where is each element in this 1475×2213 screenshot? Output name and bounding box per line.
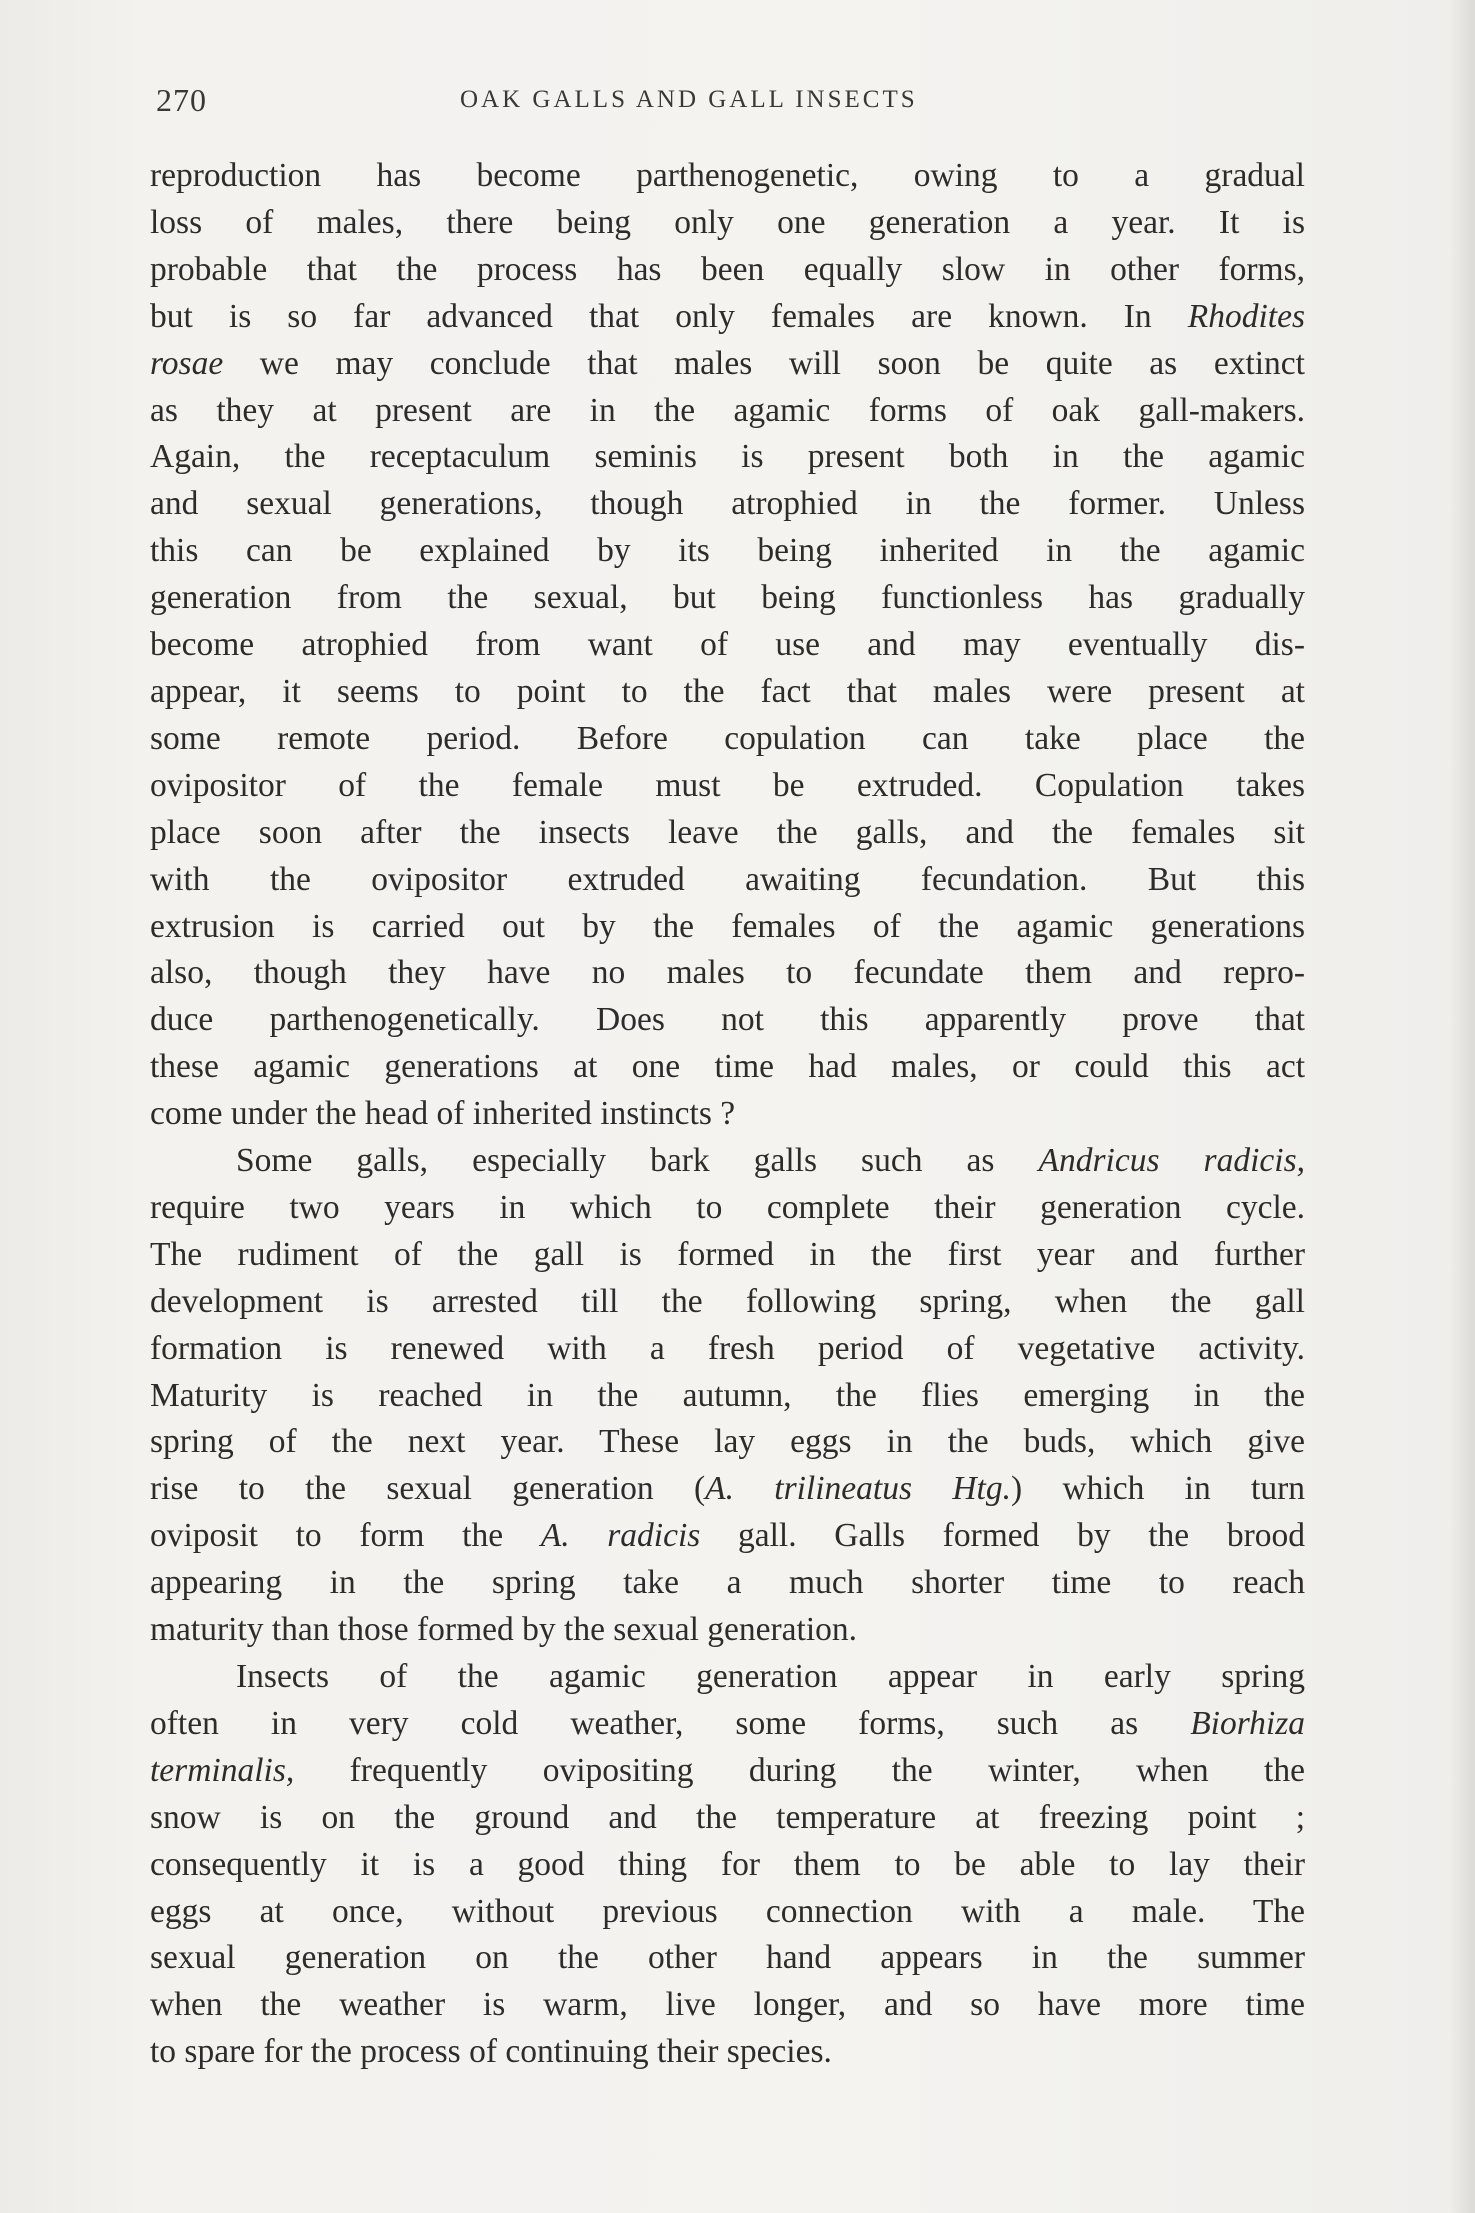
text-segment: come under the head of inherited instincts ? <box>150 1095 736 1133</box>
text-segment: oviposit to form the <box>150 1517 541 1555</box>
italic-term: Biorhiza <box>1190 1704 1305 1742</box>
body-text <box>150 153 1305 2076</box>
text-line <box>150 1935 1305 1982</box>
text-segment: and sexual generations, though atrophied in the former. Unless <box>150 485 1305 523</box>
text-segment: snow is on the ground and the temperature at freezing point ; <box>150 1798 1305 1836</box>
text-segment: place soon after the insects leave the galls, and the females sit <box>150 813 1305 851</box>
text-line <box>150 1466 1305 1513</box>
text-line <box>150 1373 1305 1420</box>
text-line <box>150 1842 1305 1889</box>
text-line <box>150 575 1305 622</box>
text-line <box>150 1326 1305 1373</box>
text-line <box>150 810 1305 857</box>
text-segment: extrusion is carried out by the females of the agamic generations <box>150 907 1305 945</box>
text-segment: loss of males, there being only one generation a year. It is <box>150 203 1305 241</box>
text-line <box>150 1795 1305 1842</box>
text-segment: some remote period. Before copulation can take place the <box>150 719 1305 757</box>
text-line <box>150 1889 1305 1936</box>
italic-term: terminalis, <box>150 1751 295 1789</box>
text-line <box>150 1607 1305 1654</box>
running-title: OAK GALLS AND GALL INSECTS <box>460 86 918 113</box>
text-segment: require two years in which to complete their generation cycle. <box>150 1188 1305 1226</box>
text-segment: generation from the sexual, but being functionless has gradually <box>150 579 1305 617</box>
text-segment: we may conclude that males will soon be quite as extinct <box>223 344 1305 382</box>
text-line <box>150 950 1305 997</box>
italic-term: rosae <box>150 344 224 382</box>
text-segment: ) which in turn <box>1010 1470 1305 1508</box>
page-number: 270 <box>156 82 207 118</box>
text-segment: these agamic generations at one time had males, or could this act <box>150 1048 1305 1086</box>
text-line <box>150 481 1305 528</box>
text-segment: probable that the process has been equally slow in other forms, <box>150 250 1305 288</box>
text-segment: this can be explained by its being inherited in the agamic <box>150 532 1305 570</box>
text-segment: spring of the next year. These lay eggs in the buds, which give <box>150 1423 1305 1461</box>
italic-term: A. radicis <box>540 1517 701 1555</box>
text-line <box>150 200 1305 247</box>
text-line <box>150 294 1305 341</box>
text-line <box>150 1982 1305 2029</box>
text-segment: formation is renewed with a fresh period of vegetative activity. <box>150 1329 1305 1367</box>
text-segment: with the ovipositor extruded awaiting fecundation. But this <box>150 860 1305 898</box>
italic-term: Andricus radicis, <box>1038 1142 1305 1180</box>
text-segment: ovipositor of the female must be extruded. Copulation takes <box>150 766 1305 804</box>
text-line <box>150 528 1305 575</box>
text-segment: Insects of the agamic generation appear in early spring <box>236 1658 1305 1695</box>
page-header <box>148 82 1310 132</box>
text-segment: Maturity is reached in the autumn, the flies emerging in the <box>150 1376 1305 1414</box>
text-segment: reproduction has become parthenogenetic, owing to a gradual <box>150 157 1305 194</box>
text-line <box>150 1419 1305 1466</box>
text-segment: The rudiment of the gall is formed in the first year and further <box>150 1235 1305 1273</box>
text-line <box>150 1279 1305 1326</box>
text-segment: Again, the receptaculum seminis is present both in the agamic <box>150 438 1305 476</box>
text-line <box>150 1138 1305 1185</box>
text-line <box>150 247 1305 294</box>
text-line <box>150 1232 1305 1279</box>
text-segment: consequently it is a good thing for them to be able to lay their <box>150 1845 1305 1883</box>
text-line <box>150 1513 1305 1560</box>
italic-term: Rhodites <box>1187 297 1305 335</box>
text-segment: development is arrested till the following spring, when the gall <box>150 1282 1305 1320</box>
text-line <box>150 669 1305 716</box>
text-line <box>150 857 1305 904</box>
text-line <box>150 1185 1305 1232</box>
text-line <box>150 716 1305 763</box>
text-segment: Some galls, especially bark galls such as <box>236 1142 1039 1180</box>
text-line <box>150 1654 1305 1701</box>
page-edge-shadow <box>1449 0 1475 2213</box>
text-line <box>150 341 1305 388</box>
text-segment: appearing in the spring take a much shorter time to reach <box>150 1564 1305 1602</box>
text-segment: appear, it seems to point to the fact that males were present at <box>150 672 1305 710</box>
text-segment: to spare for the process of continuing their species. <box>150 2033 832 2071</box>
text-segment: frequently ovipositing during the winter, when the <box>294 1751 1305 1789</box>
text-segment: become atrophied from want of use and may eventually dis- <box>150 626 1305 664</box>
text-segment: rise to the sexual generation ( <box>150 1470 706 1508</box>
text-segment: duce parthenogenetically. Does not this apparently prove that <box>150 1001 1305 1039</box>
text-line <box>150 1560 1305 1607</box>
text-segment: maturity than those formed by the sexual generation. <box>150 1611 858 1649</box>
text-segment: but is so far advanced that only females are known. In <box>150 297 1188 335</box>
text-line <box>150 2029 1305 2076</box>
text-line <box>150 1091 1305 1138</box>
text-segment: when the weather is warm, live longer, and so have more time <box>150 1986 1305 2024</box>
text-segment: eggs at once, without previous connection with a male. The <box>150 1892 1305 1930</box>
text-segment: as they at present are in the agamic forms of oak gall-makers. <box>150 391 1305 429</box>
italic-term: A. trilineatus Htg. <box>705 1470 1011 1508</box>
text-segment: often in very cold weather, some forms, such as <box>150 1704 1191 1742</box>
text-segment: sexual generation on the other hand appears in the summer <box>150 1939 1305 1977</box>
paragraph <box>150 1138 1305 1654</box>
text-line <box>150 622 1305 669</box>
text-segment: gall. Galls formed by the brood <box>700 1517 1305 1555</box>
paragraph <box>150 1654 1305 2076</box>
paragraph <box>150 153 1305 1138</box>
text-line <box>150 904 1305 951</box>
text-line <box>150 153 1305 200</box>
text-line <box>150 997 1305 1044</box>
text-line <box>150 388 1305 435</box>
text-line <box>150 1701 1305 1748</box>
text-segment: also, though they have no males to fecundate them and repro- <box>150 954 1305 992</box>
text-line <box>150 763 1305 810</box>
text-line <box>150 1748 1305 1795</box>
text-line <box>150 1044 1305 1091</box>
text-line <box>150 434 1305 481</box>
